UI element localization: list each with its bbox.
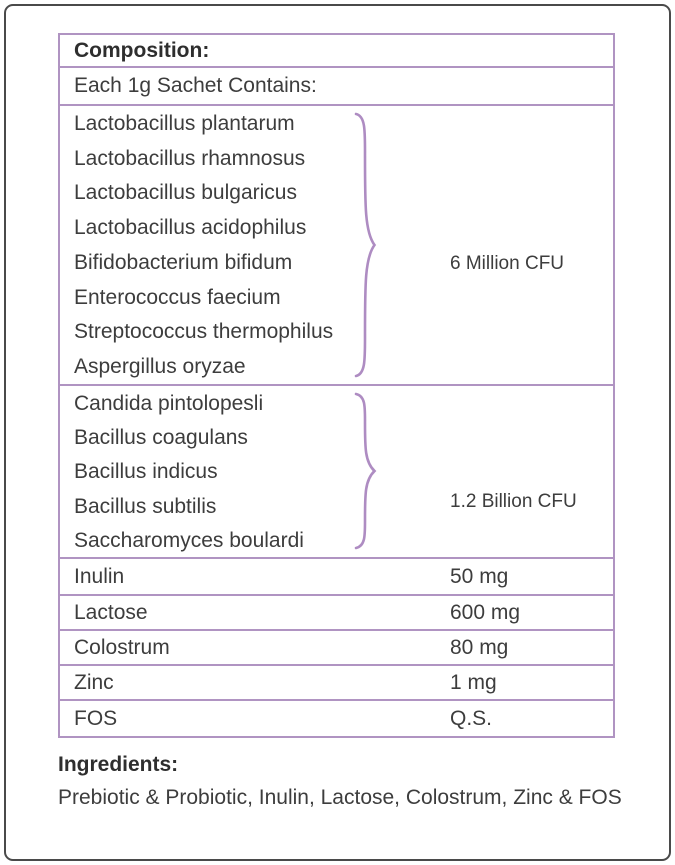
composition-title: Composition: [74,38,210,62]
organism-name: Lactobacillus bulgaricus [74,181,297,205]
probiotic-group-2 [60,386,613,559]
organism-name: Bacillus indicus [74,460,218,484]
organism-list-2 [60,386,613,558]
ingredient-amount: 600 mg [450,600,521,624]
ingredient-row-zinc [60,666,613,701]
organism-name: Candida pintolopesli [74,392,264,415]
composition-table [58,33,615,738]
probiotic-group-1 [60,106,613,386]
ingredient-row-lactose [60,596,613,631]
curly-brace-icon [352,111,380,379]
sachet-contains-label: Each 1g Sachet Contains: [74,74,317,97]
organism-name: Lactobacillus plantarum [74,112,295,135]
ingredients-section [58,750,636,812]
ingredients-title: Ingredients: [58,753,179,776]
organism-name: Streptococcus thermophilus [74,320,334,344]
organism-name: Bacillus coagulans [74,426,248,450]
cfu-value-2: 1.2 Billion CFU [450,491,577,512]
ingredient-name: Zinc [74,670,114,694]
organism-name: Lactobacillus rhamnosus [74,146,306,170]
cfu-value-1: 6 Million CFU [450,253,565,274]
ingredients-text: Prebiotic & Probiotic, Inulin, Lactose, Colostrum, Zinc & FOS [58,786,622,809]
ingredient-amount: 80 mg [450,635,509,659]
organism-name: Bacillus subtilis [74,494,217,518]
ingredient-name: Colostrum [74,635,170,659]
ingredient-row-fos [60,701,613,736]
ingredient-name: Inulin [74,564,125,588]
ingredient-row-colostrum [60,631,613,666]
organism-name: Saccharomyces boulardi [74,528,304,552]
curly-brace-icon [352,391,380,552]
organism-name: Aspergillus oryzae [74,354,246,378]
organism-name: Bifidobacterium bifidum [74,250,293,274]
ingredient-row-inulin [60,559,613,596]
composition-header-row [60,35,613,68]
organism-name: Lactobacillus acidophilus [74,216,307,240]
ingredient-amount: 1 mg [450,670,497,694]
ingredient-amount: 50 mg [450,564,509,588]
sachet-contains-row [60,68,613,106]
organism-list-1 [60,106,613,385]
ingredient-name: Lactose [74,600,148,624]
ingredient-name: FOS [74,706,118,730]
organism-name: Enterococcus faecium [74,285,281,309]
ingredient-amount: Q.S. [450,706,493,730]
